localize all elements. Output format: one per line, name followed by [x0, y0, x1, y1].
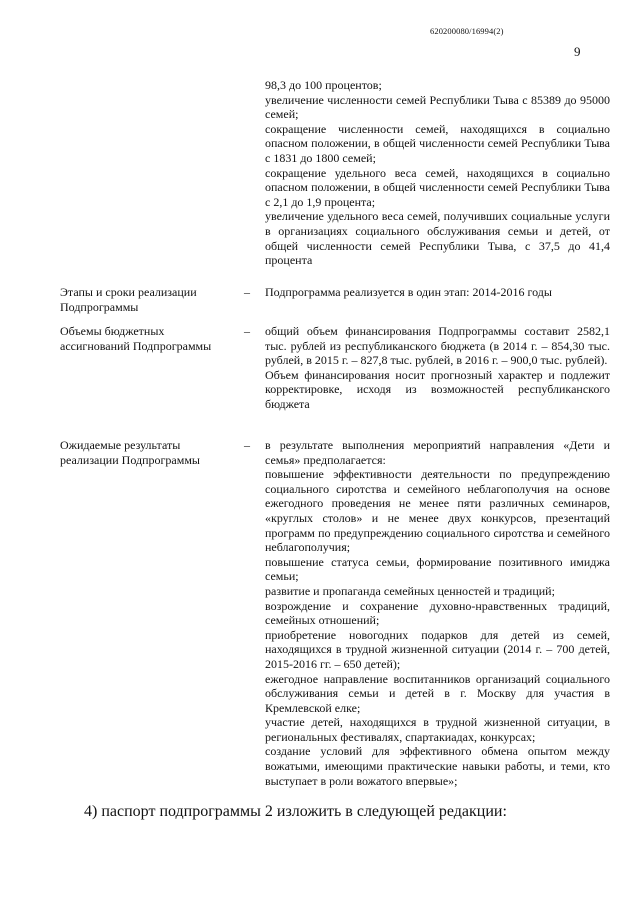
row-dash-budget: – [244, 324, 250, 338]
doc-code: 620200080/16994(2) [430, 26, 504, 36]
results-paragraph-3: развитие и пропаганда семейных ценностей и традиций; [265, 583, 555, 598]
row-dash-results: – [244, 438, 250, 452]
top-paragraph-2: сокращение численности семей, находящихся в социально опасном положении, в общей численности семей Республики Тыва с 1831 до 1800 семей; [265, 121, 610, 165]
row-content-stages [265, 285, 610, 300]
top-paragraph-3: сокращение удельного веса семей, находящихся в социально опасном положении, в общей численности семей Республики Тыва с 2,1 до 1,9 процента; [265, 165, 610, 209]
results-paragraph-5: приобретение новогодних подарков для детей из семей, находящихся в трудной жизненной ситуации (2014 г. – 700 детей, 2015-2016 гг. – 650 детей); [265, 627, 610, 671]
row-content-budget [265, 324, 610, 412]
page-number: 9 [574, 44, 581, 59]
row-content-results [265, 438, 610, 788]
budget-paragraph-0: общий объем финансирования Подпрограммы составит 2582,1 тыс. рублей из республиканского бюджета (в 2014 г. – 854,30 тыс. рублей, в 2015 г. – 827,8 тыс. рублей, в 2016 г. – 900,0 тыс. рублей). [265, 324, 610, 368]
top-paragraph-0: 98,3 до 100 процентов; [265, 78, 382, 92]
top-block [265, 78, 610, 268]
results-paragraph-0: в результате выполнения мероприятий направления «Дети и семья» предполагается: [265, 438, 610, 467]
budget-paragraph-1: Объем финансирования носит прогнозный характер и подлежит корректировке, исходя из возможностей республиканского бюджета [265, 367, 610, 411]
top-paragraph-1: увеличение численности семей Республики Тыва с 85389 до 95000 семей; [265, 92, 610, 122]
row-label-budget: Объемы бюджетных ассигнований Подпрограммы [60, 324, 212, 353]
results-paragraph-6: ежегодное направление воспитанников организаций социального обслуживания семьи и детей в г. Москву для участия в Кремлевской елке; [265, 671, 610, 715]
row-label-results: Ожидаемые результаты реализации Подпрограммы [60, 438, 200, 467]
top-paragraph-4: увеличение удельного веса семей, получивших социальные услуги в организациях социального обслуживания семьи и детей, от общей численности семей Республики Тыва, с 37,5 до 41,4 процента [265, 209, 610, 268]
stages-paragraph-0: Подпрограмма реализуется в один этап: 2014-2016 годы [265, 285, 552, 299]
results-paragraph-4: возрождение и сохранение духовно-нравственных традиций, семейных отношений; [265, 598, 610, 628]
row-dash-stages: – [244, 285, 250, 299]
footer-instruction: 4) паспорт подпрограммы 2 изложить в следующей редакции: [84, 803, 507, 820]
results-paragraph-8: создание условий для эффективного обмена опытом между вожатыми, имеющими практические навыки работы, и теми, кто выступает в роли вожатого впервые»; [265, 744, 610, 788]
row-label-stages: Этапы и сроки реализации Подпрограммы [60, 285, 197, 314]
results-paragraph-1: повышение эффективности деятельности по предупреждению социального сиротства и семейного неблагополучия на основе ежегодного проведения не менее пяти различных семинаров, «круглых столов» и не менее двух конкурсов, презентаций программ по предупреждению социального сиротства и семейного неблагополучия; [265, 467, 610, 555]
results-paragraph-2: повышение статуса семьи, формирование позитивного имиджа семьи; [265, 554, 610, 584]
results-paragraph-7: участие детей, находящихся в трудной жизненной ситуации, в региональных фестивалях, спартакиадах, конкурсах; [265, 715, 610, 744]
